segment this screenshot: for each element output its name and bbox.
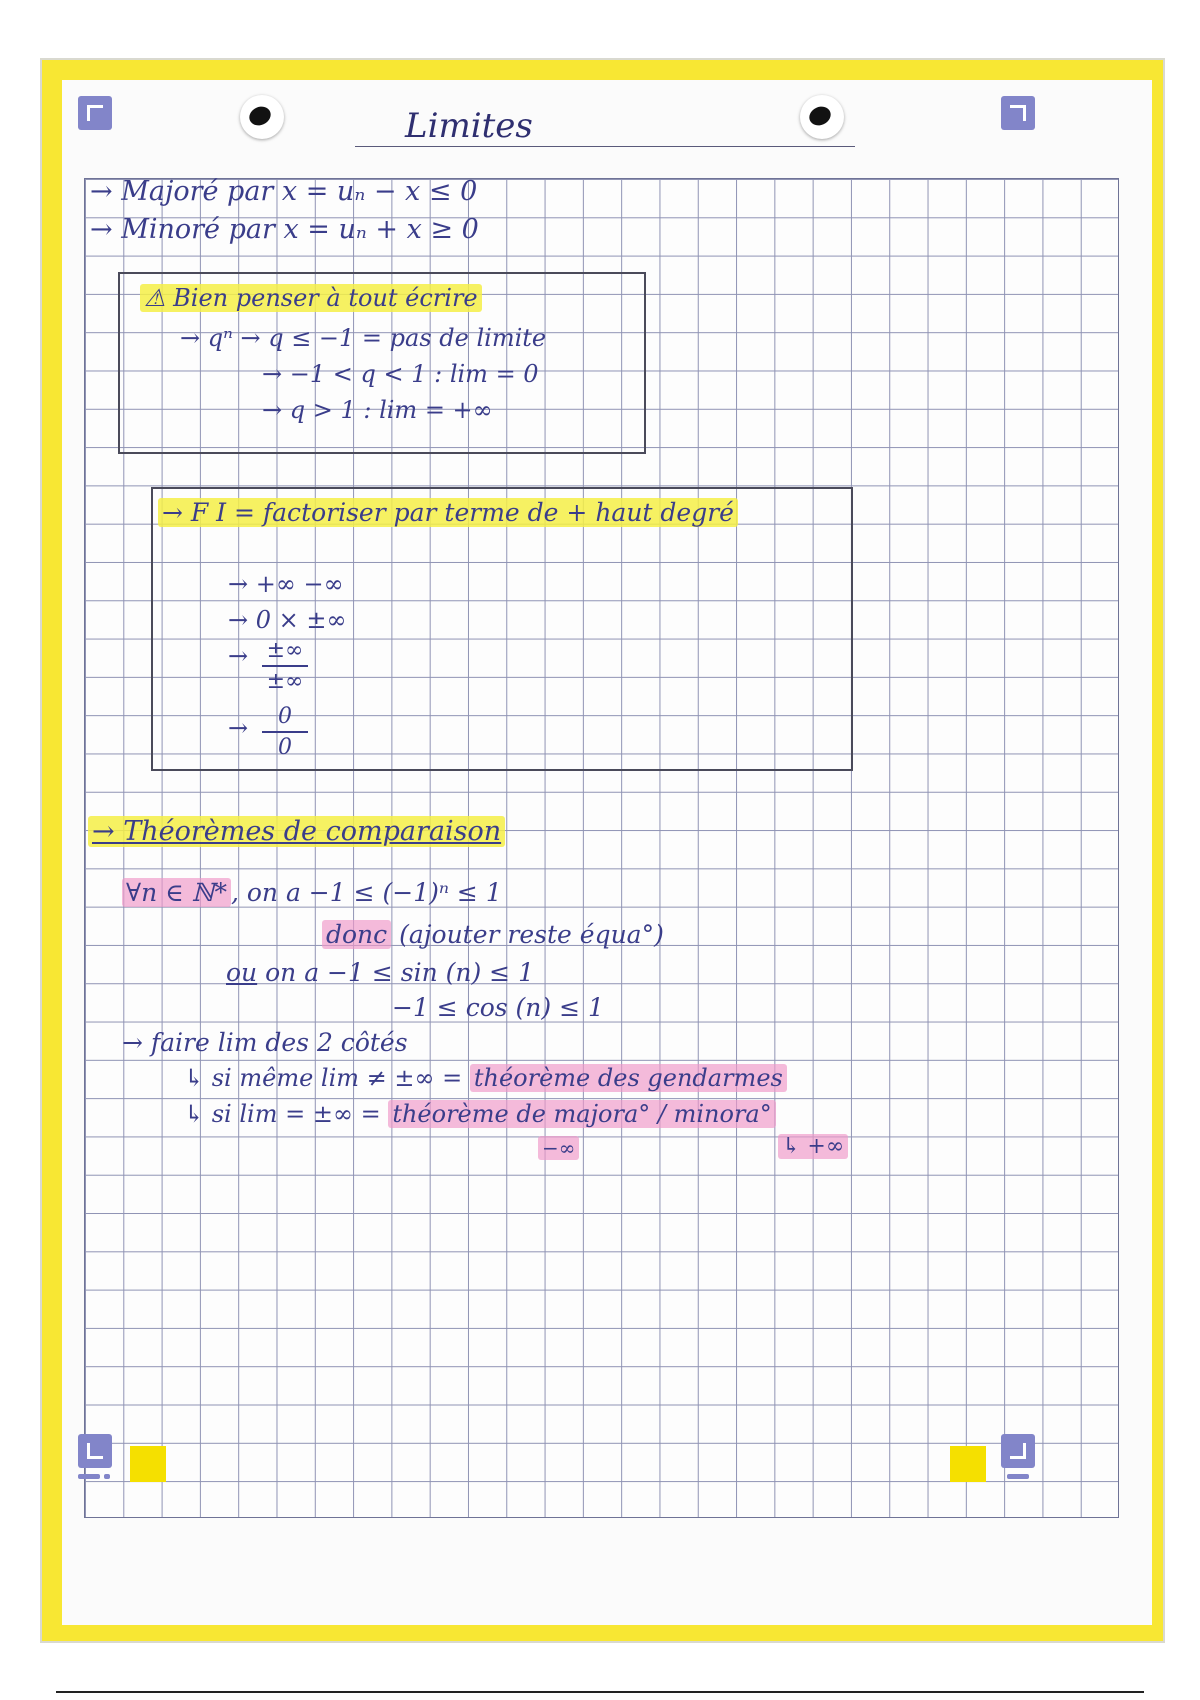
box1-heading bbox=[140, 286, 482, 310]
dash-mark bbox=[104, 1474, 110, 1479]
frac1-denominator: ±∞ bbox=[266, 669, 304, 694]
majoration-highlight: théorème de majora° / minora° bbox=[388, 1100, 775, 1128]
frac1-numerator: ±∞ bbox=[266, 638, 304, 663]
ou-text: ou bbox=[226, 958, 258, 987]
frac2-denominator: 0 bbox=[278, 735, 292, 760]
corner-mark-icon bbox=[1001, 1434, 1035, 1468]
box1-heading-text: ⚠ Bien penser à tout écrire bbox=[140, 284, 482, 312]
fraction-inf-inf bbox=[262, 638, 308, 694]
box1-item: → −1 < q < 1 : lim = 0 bbox=[262, 360, 539, 388]
theorem-line-2-rest: (ajouter reste équa°) bbox=[391, 920, 664, 949]
box2-heading bbox=[158, 500, 738, 525]
fraction-bar bbox=[262, 731, 308, 733]
box1-item: → q > 1 : lim = +∞ bbox=[262, 396, 493, 424]
theorem-line-3 bbox=[226, 960, 534, 985]
punch-hole-icon bbox=[240, 95, 284, 139]
bottom-divider bbox=[56, 1691, 1144, 1693]
yellow-square bbox=[130, 1446, 166, 1482]
fraction-zero-zero bbox=[262, 704, 308, 760]
theorem-line-5: → faire lim des 2 côtés bbox=[122, 1028, 408, 1057]
intro-line-1: → Majoré par x = uₙ − x ≤ 0 bbox=[90, 176, 478, 207]
theorem-line-4: −1 ≤ cos (n) ≤ 1 bbox=[392, 993, 604, 1022]
theorem-line-7-text: ↳ si lim = ±∞ = bbox=[184, 1100, 389, 1128]
page-title: Limites bbox=[355, 106, 855, 147]
box2-item: → +∞ −∞ bbox=[228, 570, 344, 598]
donc-highlight: donc bbox=[322, 920, 391, 949]
intro-line-2: → Minoré par x = uₙ + x ≥ 0 bbox=[90, 214, 479, 245]
frac1-arrow: → bbox=[228, 642, 249, 670]
box2-item: → 0 × ±∞ bbox=[228, 606, 347, 634]
theorem-line-8a bbox=[538, 1138, 579, 1158]
minus-inf-highlight: −∞ bbox=[538, 1136, 579, 1160]
dash-mark bbox=[78, 1474, 100, 1479]
corner-mark-icon bbox=[78, 1434, 112, 1468]
theorem-line-6-text: ↳ si même lim ≠ ±∞ = bbox=[184, 1064, 470, 1092]
theorem-line-1-rest: , on a −1 ≤ (−1)ⁿ ≤ 1 bbox=[230, 878, 502, 907]
corner-mark-icon bbox=[1001, 96, 1035, 130]
theorem-heading-text: → Théorèmes de comparaison bbox=[88, 816, 505, 847]
frac2-arrow: → bbox=[228, 714, 249, 742]
corner-mark-icon bbox=[78, 96, 112, 130]
yellow-square bbox=[950, 1446, 986, 1482]
plus-inf-highlight: ↳ +∞ bbox=[778, 1134, 848, 1159]
theorem-heading bbox=[88, 818, 505, 845]
theorem-line-7 bbox=[184, 1102, 776, 1126]
theorem-line-2 bbox=[322, 922, 664, 947]
theorem-line-8b bbox=[778, 1136, 848, 1158]
theorem-line-3-rest: on a −1 ≤ sin (n) ≤ 1 bbox=[257, 958, 534, 987]
box2-heading-text: → F I = factoriser par terme de + haut degré bbox=[158, 498, 738, 527]
theorem-line-6 bbox=[184, 1066, 787, 1090]
fraction-bar bbox=[262, 665, 308, 667]
frac2-numerator: 0 bbox=[278, 704, 292, 729]
dash-mark bbox=[1007, 1474, 1029, 1479]
gendarmes-highlight: théorème des gendarmes bbox=[470, 1064, 787, 1092]
box1-item: → qⁿ → q ≤ −1 = pas de limite bbox=[180, 324, 547, 352]
theorem-line-1 bbox=[122, 880, 502, 905]
for-all-n-highlight: ∀n ∈ ℕ* bbox=[122, 878, 231, 907]
